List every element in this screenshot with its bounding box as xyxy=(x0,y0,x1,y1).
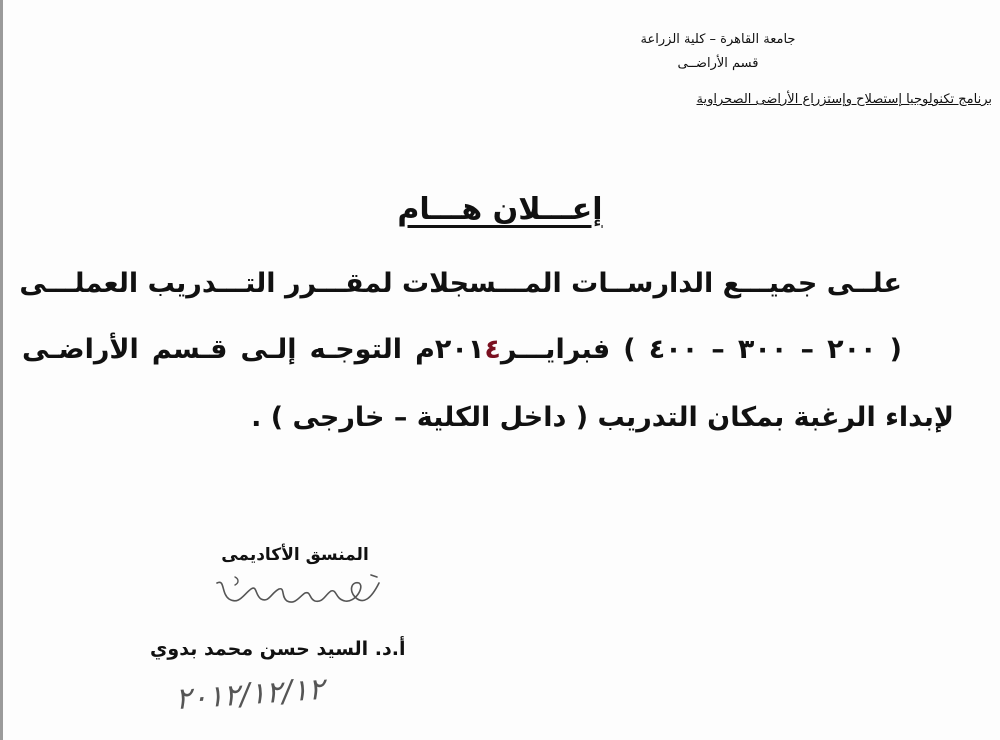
announcement-line-1: علــى جميـــع الدارســات المـــسجلات لمقـــرر التـــدريب العملـــى xyxy=(19,268,902,299)
signature-block xyxy=(150,545,440,617)
announcement-line-3: لإبداء الرغبة بمكان التدريب ( داخل الكلية – خارجى ) . xyxy=(251,402,954,433)
signer-role: المنسق الأكاديمى xyxy=(221,545,369,565)
program-line: برنامج تكنولوجيا إستصلاح وإستزراع الأراضى الصحراوية xyxy=(696,92,992,107)
announcement-title xyxy=(0,192,1000,227)
letterhead xyxy=(518,28,992,107)
department-line: قسم الأراضــى xyxy=(677,56,759,71)
announcement-title-text: إعـــلان هـــام xyxy=(397,192,603,227)
handwritten-signature xyxy=(195,569,395,617)
scan-edge xyxy=(0,0,3,740)
handwritten-date-text: ٢٠١٢/١٢/١٢ xyxy=(174,671,326,718)
line-2-red-digit: ٤ xyxy=(484,334,501,365)
line-2-start: ( ٢٠٠ – ٣٠٠ – ٤٠٠ ) فبرايـــر٢٠١ xyxy=(434,334,902,365)
announcement-line-2 xyxy=(22,334,902,365)
university-line: جامعة القاهرة – كلية الزراعة xyxy=(640,32,796,47)
signer-name: أ.د. السيد حسن محمد بدوي xyxy=(150,638,406,660)
handwritten-date xyxy=(150,668,350,724)
line-2-end: م التوجـه إلـى قـسم الأراضـى xyxy=(22,334,435,365)
